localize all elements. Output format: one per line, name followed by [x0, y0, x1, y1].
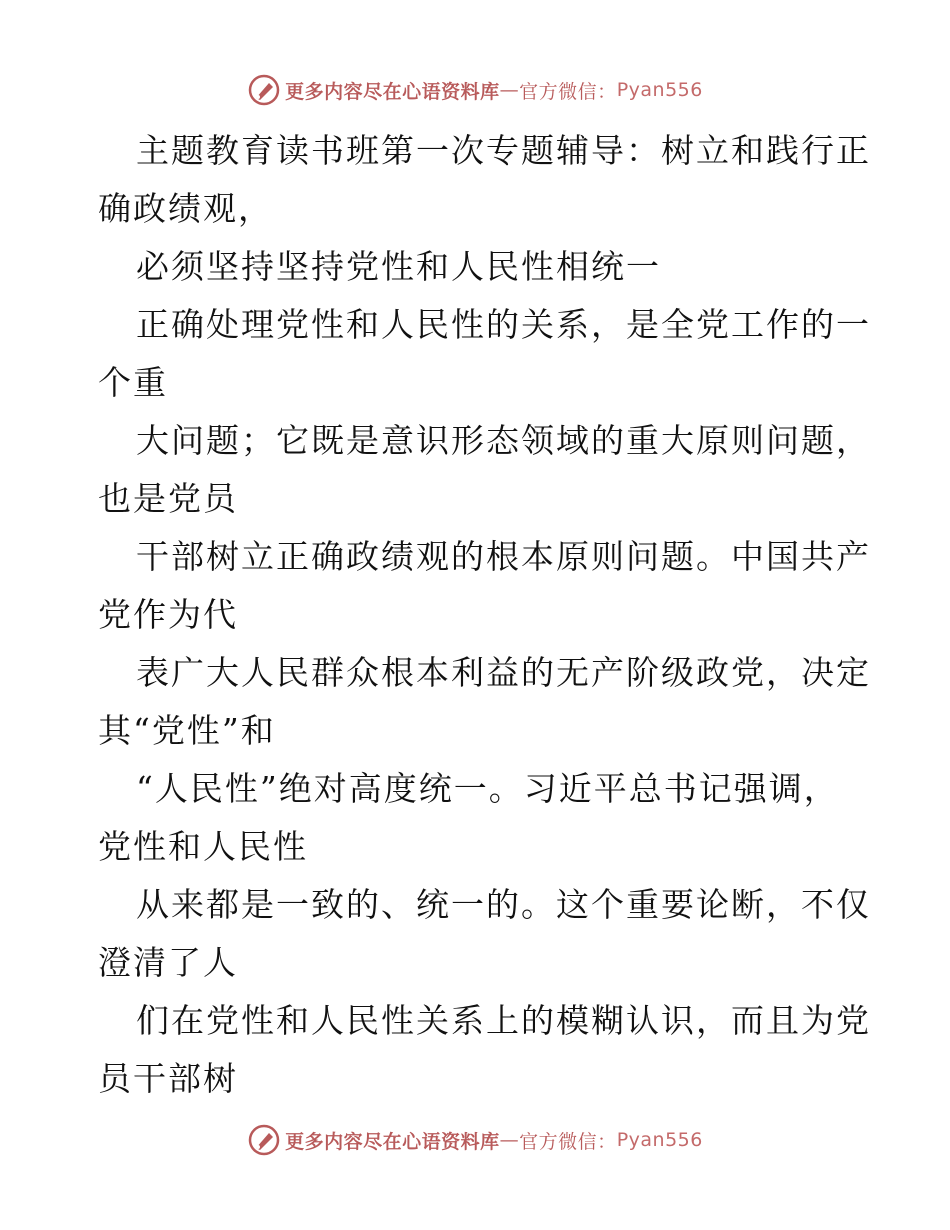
- banner-wechat-handle: Pyan556: [616, 1129, 703, 1151]
- text-line: 表广大人民群众根本利益的无产阶级政党，决定: [136, 653, 871, 692]
- text-line: 其“党性”和: [98, 711, 276, 750]
- banner-wechat-handle: Pyan556: [616, 79, 703, 101]
- text-line: 大问题；它既是意识形态领域的重大原则问题，: [136, 421, 871, 460]
- banner-brand-text: 更多内容尽在心语资料库: [285, 1130, 500, 1153]
- banner-separator: —: [499, 1129, 520, 1151]
- text-line: 员干部树: [98, 1059, 238, 1098]
- banner-brand-text: 更多内容尽在心语资料库: [285, 80, 500, 103]
- text-line: “人民性”绝对高度统一。习近平总书记强调，: [136, 769, 839, 808]
- banner-separator: —: [499, 79, 520, 101]
- banner-wechat-label: 官方微信：: [519, 80, 617, 103]
- footer-watermark-banner: [0, 1120, 950, 1160]
- banner-wechat-label: 官方微信：: [519, 1130, 617, 1153]
- text-line: 确政绩观，: [98, 189, 273, 228]
- text-line: 们在党性和人民性关系上的模糊认识，而且为党: [136, 1001, 871, 1040]
- text-line: 党性和人民性: [98, 827, 308, 866]
- text-line: 个重: [98, 363, 168, 402]
- pen-nib-circle-icon: [247, 1123, 281, 1157]
- text-line: 澄清了人: [98, 943, 238, 982]
- text-line: 正确处理党性和人民性的关系，是全党工作的一: [136, 305, 871, 344]
- text-line: 也是党员: [98, 479, 238, 518]
- header-watermark-banner: [0, 70, 950, 110]
- text-line: 党作为代: [98, 595, 238, 634]
- text-line: 主题教育读书班第一次专题辅导：树立和践行正: [136, 131, 871, 170]
- text-line: 干部树立正确政绩观的根本原则问题。中国共产: [136, 537, 871, 576]
- pen-nib-circle-icon: [247, 73, 281, 107]
- text-line: 必须坚持坚持党性和人民性相统一: [136, 247, 661, 286]
- document-body: [98, 122, 871, 1108]
- text-line: 从来都是一致的、统一的。这个重要论断，不仅: [136, 885, 871, 924]
